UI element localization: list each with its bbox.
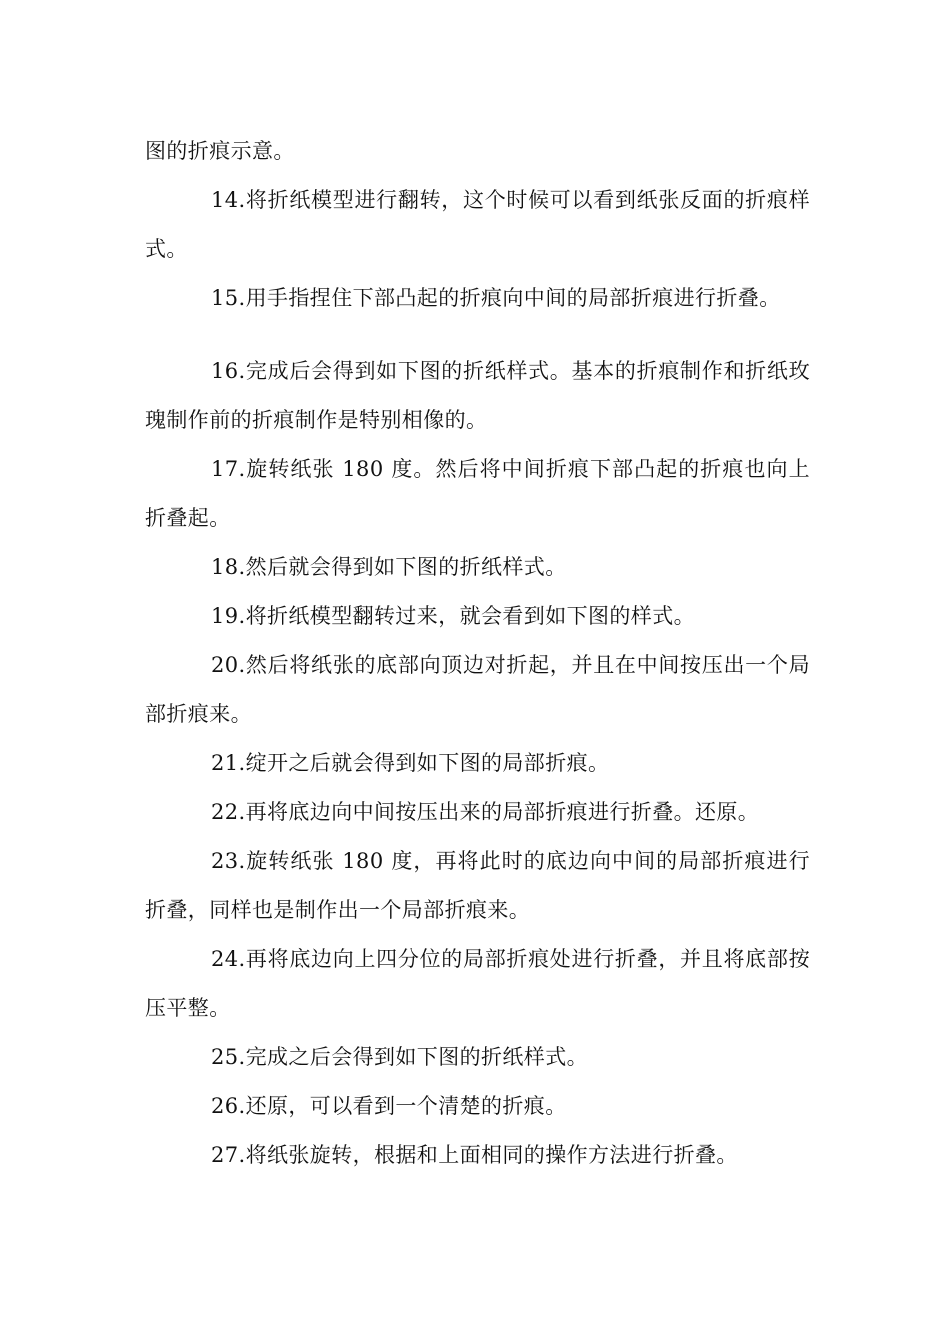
paragraph-continuation: 图的折痕示意。 <box>145 139 295 163</box>
paragraph-step-18: 18.然后就会得到如下图的折纸样式。 <box>211 555 567 579</box>
document-body <box>145 127 810 1180</box>
paragraph-step-16: 16.完成后会得到如下图的折纸样式。基本的折痕制作和折纸玫瑰制作前的折痕制作是特别相像的。 <box>145 359 810 432</box>
paragraph-step-22: 22.再将底边向中间按压出来的局部折痕进行折叠。还原。 <box>211 800 760 824</box>
paragraph-step-20: 20.然后将纸张的底部向顶边对折起，并且在中间按压出一个局部折痕来。 <box>145 653 810 726</box>
paragraph-step-17: 17.旋转纸张 180 度。然后将中间折痕下部凸起的折痕也向上折叠起。 <box>145 457 810 530</box>
paragraph-step-15: 15.用手指捏住下部凸起的折痕向中间的局部折痕进行折叠。 <box>211 286 781 310</box>
paragraph-step-25: 25.完成之后会得到如下图的折纸样式。 <box>211 1045 588 1069</box>
paragraph-step-24: 24.再将底边向上四分位的局部折痕处进行折叠，并且将底部按压平整。 <box>145 947 810 1020</box>
paragraph-step-21: 21.绽开之后就会得到如下图的局部折痕。 <box>211 751 610 775</box>
paragraph-step-27: 27.将纸张旋转，根据和上面相同的操作方法进行折叠。 <box>211 1143 738 1167</box>
paragraph-spacer <box>145 323 810 347</box>
paragraph-step-14: 14.将折纸模型进行翻转，这个时候可以看到纸张反面的折痕样式。 <box>145 188 810 261</box>
paragraph-step-26: 26.还原，可以看到一个清楚的折痕。 <box>211 1094 567 1118</box>
paragraph-step-19: 19.将折纸模型翻转过来，就会看到如下图的样式。 <box>211 604 695 628</box>
paragraph-step-23: 23.旋转纸张 180 度，再将此时的底边向中间的局部折痕进行折叠，同样也是制作出一个局部折痕来。 <box>145 849 810 922</box>
